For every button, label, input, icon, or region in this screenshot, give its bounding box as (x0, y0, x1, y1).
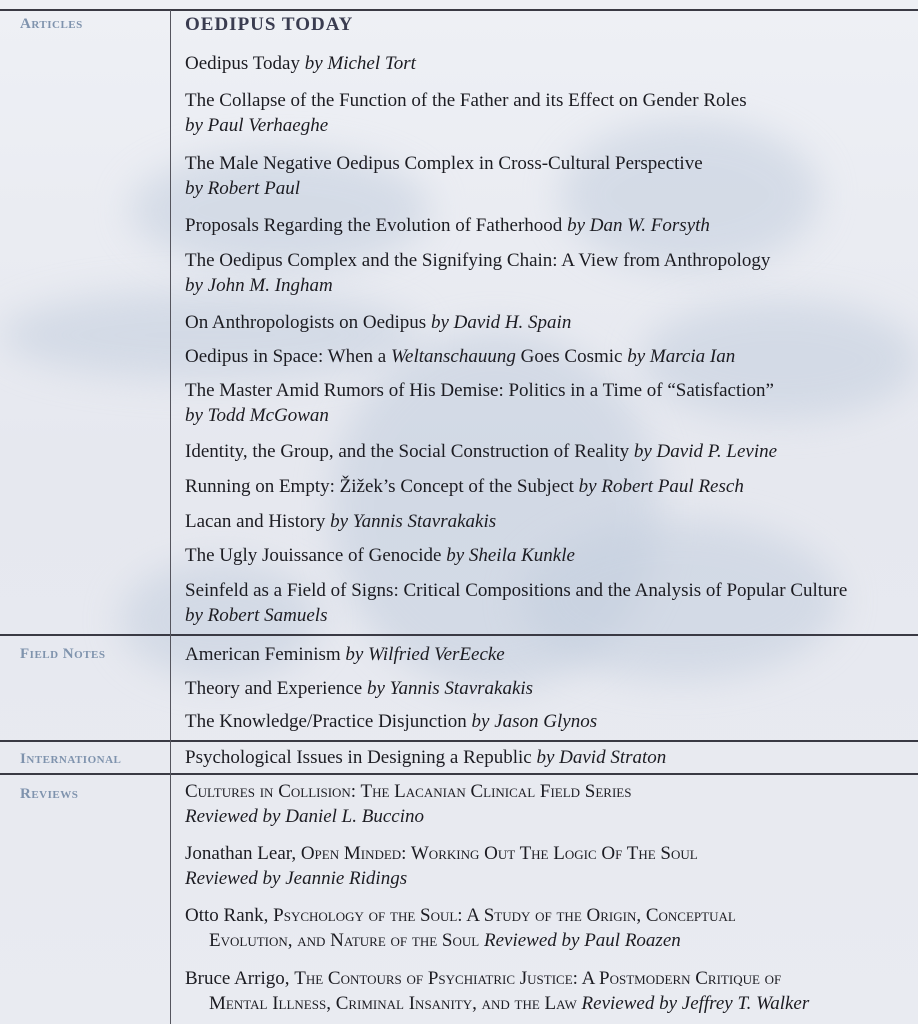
article-author: by Dan W. Forsyth (567, 215, 710, 236)
field-note-entry (185, 642, 505, 667)
article-author: by John M. Ingham (185, 275, 333, 296)
article-title: The Oedipus Complex and the Signifying Chain: A View from Anthropology (185, 250, 771, 271)
review-reviewer: Reviewed by Jeannie Ridings (185, 868, 408, 889)
article-entry (185, 439, 777, 464)
article-entry (185, 248, 770, 298)
article-title: The Ugly Jouissance of Genocide (185, 545, 442, 566)
field-note-entry (185, 709, 597, 734)
review-book-title: Psychology of the Soul: A Study of the Origin, Conceptual (273, 905, 736, 926)
field-note-entry (185, 676, 533, 701)
international-entry (185, 745, 666, 770)
field-note-title: Theory and Experience (185, 678, 363, 699)
review-book-title-cont: Mental Illness, Criminal Insanity, and the Law (209, 993, 577, 1014)
article-title: Identity, the Group, and the Social Construction of Reality (185, 441, 630, 462)
article-entry (185, 344, 735, 369)
field-note-title: American Feminism (185, 644, 341, 665)
article-title: The Male Negative Oedipus Complex in Cross-Cultural Perspective (185, 153, 703, 174)
section-label-articles: Articles (20, 16, 83, 32)
section-label-field-notes: Field Notes (20, 646, 106, 662)
article-title: Seinfeld as a Field of Signs: Critical Compositions and the Analysis of Popular Culture (185, 580, 848, 601)
field-note-author: by Jason Glynos (471, 711, 598, 732)
international-title: Psychological Issues in Designing a Republic (185, 747, 532, 768)
review-book-title: Cultures in Collision: The Lacanian Clinical Field Series (185, 781, 632, 802)
review-author: Bruce Arrigo, (185, 968, 290, 989)
reviews-rule (0, 773, 918, 775)
column-divider (170, 10, 171, 1024)
article-author: by Robert Paul Resch (578, 476, 744, 497)
article-author: by Robert Samuels (185, 605, 328, 626)
article-entry (185, 310, 571, 335)
field-notes-rule (0, 634, 918, 636)
article-author: by David P. Levine (633, 441, 778, 462)
section-label-international: International (20, 751, 122, 767)
article-title: The Master Amid Rumors of His Demise: Politics in a Time of “Satisfaction” (185, 380, 774, 401)
article-title: The Collapse of the Function of the Father and its Effect on Gender Roles (185, 90, 747, 111)
article-author: by Todd McGowan (185, 405, 329, 426)
review-author: Otto Rank, (185, 905, 269, 926)
article-author: by Marcia Ian (627, 346, 736, 367)
article-title: Lacan and History (185, 511, 326, 532)
review-entry (185, 779, 631, 829)
article-entry (185, 378, 774, 428)
article-title: Proposals Regarding the Evolution of Fatherhood (185, 215, 563, 236)
review-book-title: The Contours of Psychiatric Justice: A Postmodern Critique of (294, 968, 782, 989)
review-entry (185, 903, 736, 953)
article-entry (185, 151, 703, 201)
review-entry (185, 966, 809, 1016)
section-label-reviews: Reviews (20, 786, 79, 802)
review-reviewer: Reviewed by Jeffrey T. Walker (581, 993, 810, 1014)
top-rule (0, 9, 918, 11)
article-author: by Sheila Kunkle (446, 545, 575, 566)
review-author: Jonathan Lear, (185, 843, 297, 864)
article-title-part: Oedipus in Space: When a (185, 346, 387, 367)
review-book-title-cont: Evolution, and Nature of the Soul (209, 930, 480, 951)
article-entry (185, 88, 747, 138)
article-title: On Anthropologists on Oedipus (185, 312, 427, 333)
article-author: by Yannis Stavrakakis (330, 511, 497, 532)
article-title-italic: Weltanschauung (390, 346, 516, 367)
issue-title: OEDIPUS TODAY (185, 14, 354, 35)
article-author: by Robert Paul (185, 178, 301, 199)
international-rule (0, 740, 918, 742)
article-entry (185, 213, 710, 238)
article-entry (185, 51, 416, 76)
field-note-author: by Wilfried VerEecke (345, 644, 505, 665)
field-note-author: by Yannis Stavrakakis (367, 678, 534, 699)
article-entry (185, 578, 847, 628)
article-entry (185, 509, 496, 534)
article-title-part: Goes Cosmic (520, 346, 623, 367)
review-reviewer: Reviewed by Daniel L. Buccino (185, 806, 425, 827)
international-author: by David Straton (536, 747, 667, 768)
article-author: by David H. Spain (430, 312, 572, 333)
article-entry (185, 543, 575, 568)
article-title: Oedipus Today (185, 53, 300, 74)
article-author: by Paul Verhaeghe (185, 115, 329, 136)
review-reviewer: Reviewed by Paul Roazen (483, 930, 681, 951)
review-entry (185, 841, 698, 891)
field-note-title: The Knowledge/Practice Disjunction (185, 711, 467, 732)
review-book-title: Open Minded: Working Out The Logic Of The Soul (300, 843, 698, 864)
article-author: by Michel Tort (304, 53, 416, 74)
article-title: Running on Empty: Žižek’s Concept of the Subject (185, 476, 574, 497)
article-entry (185, 474, 744, 499)
